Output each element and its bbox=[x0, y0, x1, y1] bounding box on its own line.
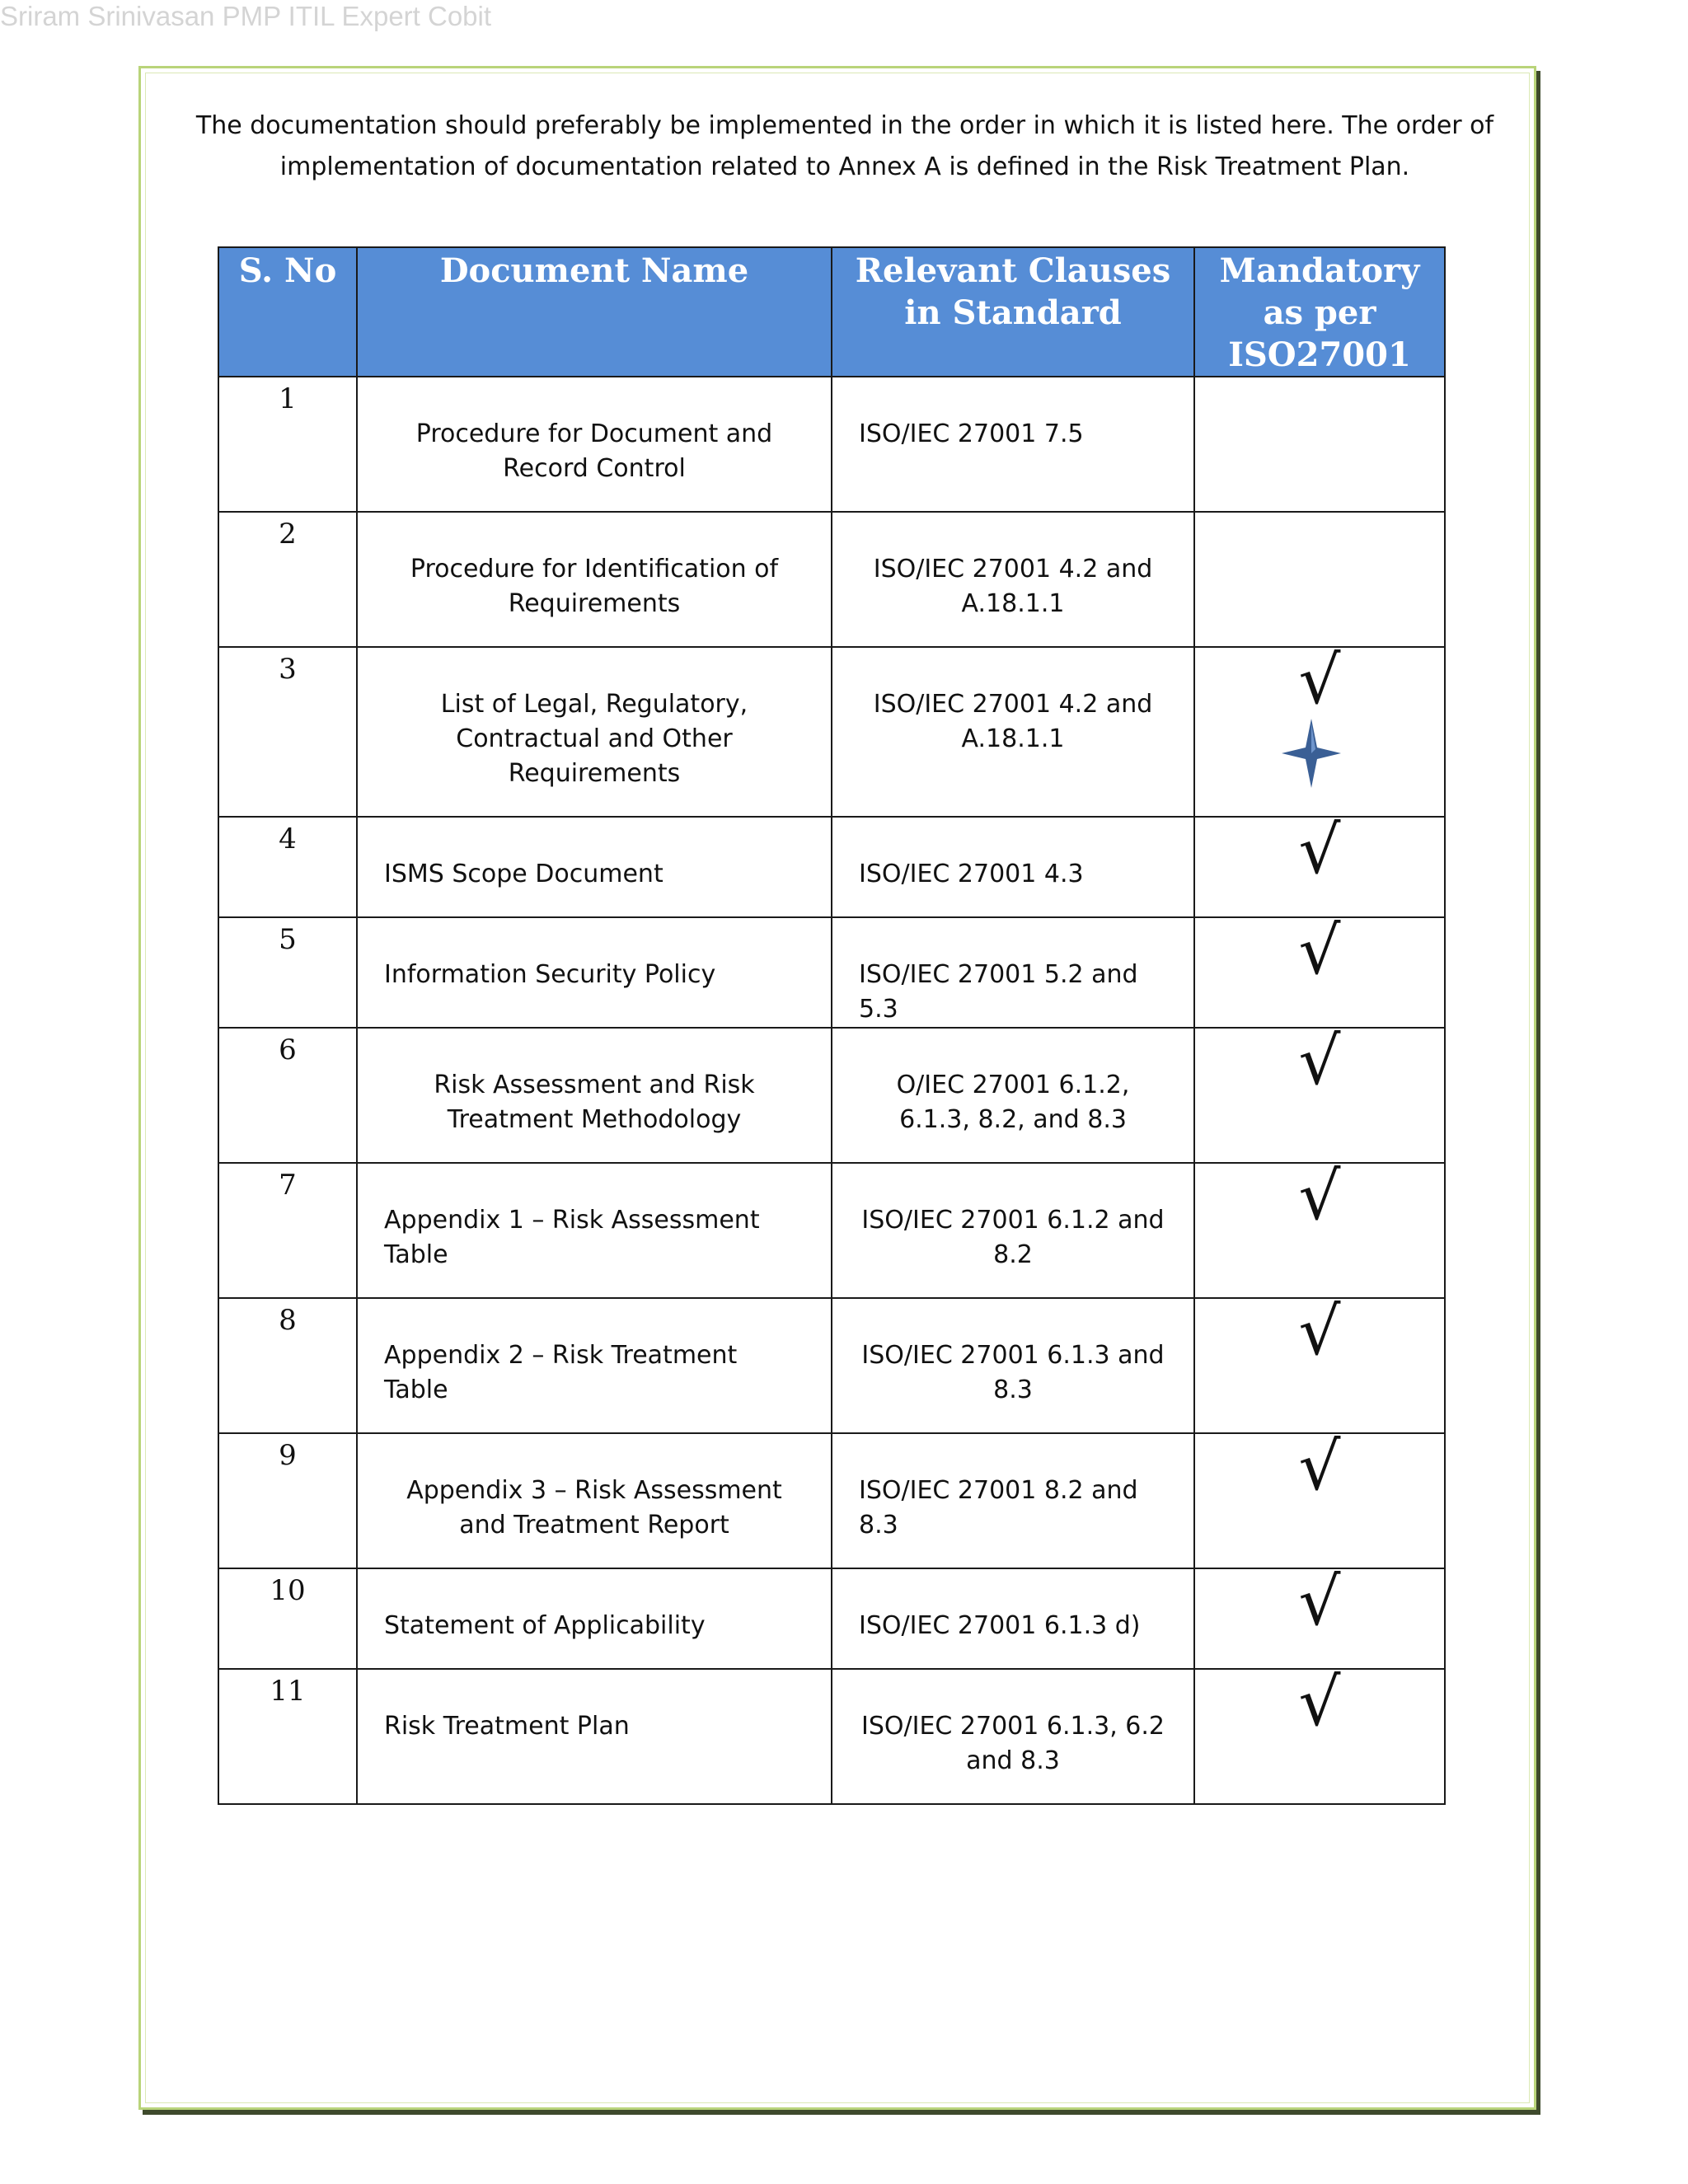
cell-document-name bbox=[357, 917, 832, 1028]
cell-relevant-clause bbox=[832, 1669, 1194, 1804]
cell-sno bbox=[218, 1028, 357, 1163]
cell-document-name bbox=[357, 1433, 832, 1568]
cell-relevant-clause bbox=[832, 917, 1194, 1028]
relevant-clause: ISO/IEC 27001 6.1.2 and 8.2 bbox=[861, 1206, 1165, 1269]
relevant-clause: ISO/IEC 27001 4.3 bbox=[859, 860, 1084, 888]
relevant-clause: ISO/IEC 27001 8.2 and 8.3 bbox=[859, 1476, 1138, 1540]
check-mark-icon: √ bbox=[1298, 642, 1341, 719]
cell-document-name bbox=[357, 647, 832, 817]
cell-sno bbox=[218, 1298, 357, 1433]
cell-sno bbox=[218, 512, 357, 647]
document-name: Procedure for Identification of Requirements bbox=[410, 555, 779, 618]
document-name: Appendix 2 – Risk Treatment Table bbox=[384, 1341, 738, 1404]
four-point-star-icon bbox=[1282, 719, 1341, 788]
cell-sno bbox=[218, 1568, 357, 1669]
serial-number: 2 bbox=[279, 518, 297, 551]
header-relevant-clauses: Relevant Clauses in Standard bbox=[832, 247, 1194, 377]
table-row bbox=[218, 1298, 1445, 1433]
table-row bbox=[218, 647, 1445, 817]
table-row bbox=[218, 1028, 1445, 1163]
cell-mandatory bbox=[1194, 1158, 1445, 1298]
relevant-clause: ISO/IEC 27001 5.2 and 5.3 bbox=[859, 960, 1138, 1024]
cell-document-name bbox=[357, 1028, 832, 1163]
cell-sno bbox=[218, 647, 357, 817]
cell-mandatory bbox=[1194, 912, 1445, 1028]
check-mark-icon: √ bbox=[1298, 1563, 1341, 1640]
document-name: Information Security Policy bbox=[384, 960, 716, 989]
cell-sno bbox=[218, 1433, 357, 1568]
cell-document-name bbox=[357, 1568, 832, 1669]
serial-number: 9 bbox=[279, 1439, 297, 1472]
cell-relevant-clause bbox=[832, 1298, 1194, 1433]
serial-number: 8 bbox=[279, 1304, 297, 1337]
cell-document-name bbox=[357, 1669, 832, 1804]
serial-number: 6 bbox=[279, 1033, 297, 1066]
check-mark-icon: √ bbox=[1298, 1023, 1341, 1099]
check-mark-icon: √ bbox=[1298, 812, 1341, 888]
table-row bbox=[218, 917, 1445, 1028]
serial-number: 10 bbox=[270, 1574, 306, 1607]
relevant-clause: ISO/IEC 27001 6.1.3 d) bbox=[859, 1611, 1141, 1640]
document-name: Risk Assessment and Risk Treatment Methodology bbox=[434, 1071, 755, 1134]
cell-document-name bbox=[357, 512, 832, 647]
cell-mandatory bbox=[1194, 1293, 1445, 1433]
relevant-clause: O/IEC 27001 6.1.2, 6.1.3, 8.2, and 8.3 bbox=[896, 1071, 1130, 1134]
intro-paragraph: The documentation should preferably be implemented in the order in which it is listed here. The order of implementation of documentation related to Annex A is defined in the Risk Treatment Plan. bbox=[195, 111, 1494, 181]
table-header-row bbox=[218, 247, 1445, 377]
cell-mandatory bbox=[1194, 1428, 1445, 1568]
cell-document-name bbox=[357, 817, 832, 917]
cell-relevant-clause bbox=[832, 1568, 1194, 1669]
cell-mandatory bbox=[1194, 812, 1445, 917]
cell-mandatory bbox=[1194, 512, 1445, 647]
document-name: ISMS Scope Document bbox=[384, 860, 663, 888]
document-name: List of Legal, Regulatory, Contractual and Other Requirements bbox=[440, 690, 748, 788]
serial-number: 11 bbox=[270, 1675, 306, 1708]
cell-mandatory bbox=[1194, 1563, 1445, 1669]
cell-document-name bbox=[357, 377, 832, 512]
cell-document-name bbox=[357, 1298, 832, 1433]
documentation-table bbox=[218, 246, 1446, 1805]
header-sno: S. No bbox=[218, 247, 357, 377]
cell-document-name bbox=[357, 1163, 832, 1298]
cell-relevant-clause bbox=[832, 1433, 1194, 1568]
cell-sno bbox=[218, 1163, 357, 1298]
cell-sno bbox=[218, 817, 357, 917]
cell-relevant-clause bbox=[832, 512, 1194, 647]
check-mark-icon: √ bbox=[1298, 1158, 1341, 1235]
serial-number: 5 bbox=[279, 923, 297, 956]
header-mandatory: Mandatory as per ISO27001 bbox=[1194, 247, 1445, 377]
cell-sno bbox=[218, 1669, 357, 1804]
cell-relevant-clause bbox=[832, 1028, 1194, 1163]
check-mark-icon: √ bbox=[1298, 1293, 1341, 1370]
cell-mandatory bbox=[1194, 377, 1445, 512]
watermark: Sriram Srinivasan PMP ITIL Expert Cobit bbox=[0, 1, 492, 31]
header-document-name: Document Name bbox=[357, 247, 832, 377]
table-row bbox=[218, 1568, 1445, 1669]
table-row bbox=[218, 817, 1445, 917]
cell-relevant-clause bbox=[832, 817, 1194, 917]
document-name: Appendix 3 – Risk Assessment and Treatment Report bbox=[406, 1476, 782, 1540]
serial-number: 3 bbox=[279, 653, 297, 686]
table-row bbox=[218, 512, 1445, 647]
relevant-clause: ISO/IEC 27001 4.2 and A.18.1.1 bbox=[873, 690, 1153, 753]
document-name: Statement of Applicability bbox=[384, 1611, 706, 1640]
document-name: Procedure for Document and Record Control bbox=[415, 419, 773, 483]
serial-number: 1 bbox=[279, 382, 297, 415]
check-mark-icon: √ bbox=[1298, 1664, 1341, 1741]
cell-relevant-clause bbox=[832, 1163, 1194, 1298]
cell-relevant-clause bbox=[832, 647, 1194, 817]
relevant-clause: ISO/IEC 27001 7.5 bbox=[859, 419, 1084, 448]
cell-relevant-clause bbox=[832, 377, 1194, 512]
serial-number: 4 bbox=[279, 823, 297, 855]
cell-mandatory bbox=[1194, 1023, 1445, 1163]
cell-mandatory bbox=[1194, 1664, 1445, 1804]
document-name: Appendix 1 – Risk Assessment Table bbox=[384, 1206, 760, 1269]
relevant-clause: ISO/IEC 27001 6.1.3, 6.2 and 8.3 bbox=[861, 1712, 1165, 1775]
cell-sno bbox=[218, 917, 357, 1028]
table-row bbox=[218, 1163, 1445, 1298]
document-name: Risk Treatment Plan bbox=[384, 1712, 630, 1741]
check-mark-icon: √ bbox=[1298, 1428, 1341, 1505]
check-mark-icon: √ bbox=[1298, 912, 1341, 989]
table-row bbox=[218, 1433, 1445, 1568]
cell-sno bbox=[218, 377, 357, 512]
relevant-clause: ISO/IEC 27001 4.2 and A.18.1.1 bbox=[873, 555, 1153, 618]
table-row bbox=[218, 377, 1445, 512]
relevant-clause: ISO/IEC 27001 6.1.3 and 8.3 bbox=[861, 1341, 1165, 1404]
table-row bbox=[218, 1669, 1445, 1804]
serial-number: 7 bbox=[279, 1169, 297, 1202]
